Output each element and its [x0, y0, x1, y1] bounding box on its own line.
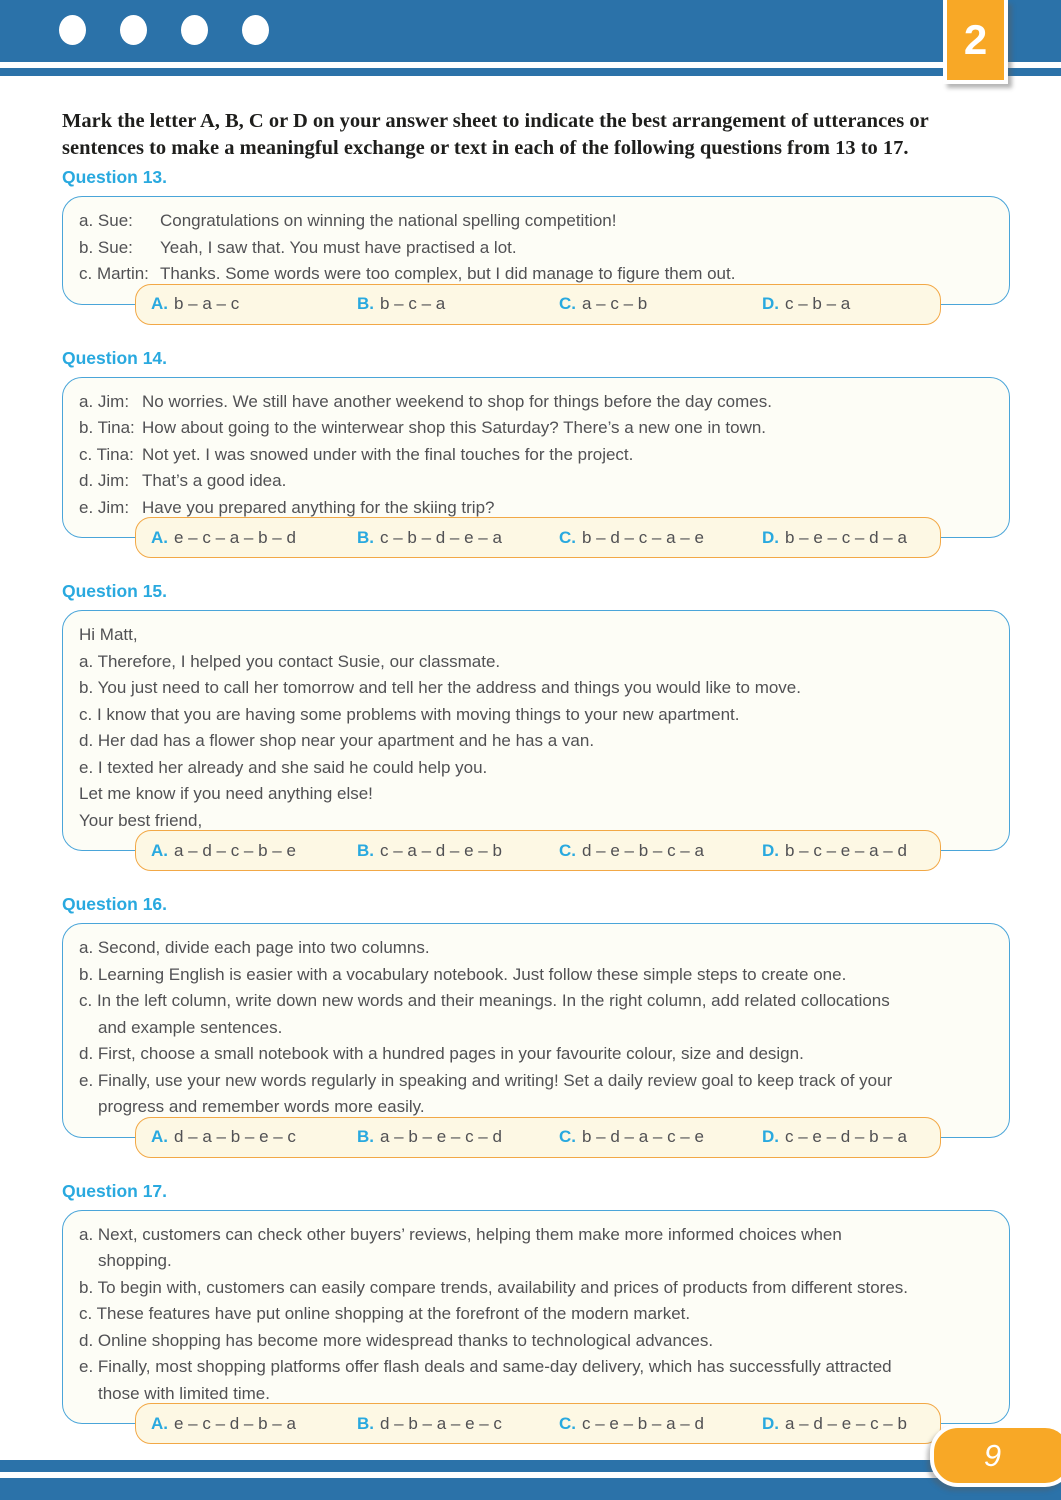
answer-option — [762, 528, 940, 548]
speaker-label: a. Sue: — [79, 211, 133, 230]
utterance-text: Thanks. Some words were too complex, but I did manage to figure them out. — [160, 264, 736, 283]
question-box — [62, 377, 1010, 539]
question-line — [79, 442, 993, 469]
question-line: and example sentences. — [98, 1017, 283, 1037]
option-text: b – e – c – d – a — [785, 527, 907, 547]
speaker-label: a. Jim: — [79, 391, 130, 411]
speaker-label: b. Tina: — [79, 418, 135, 437]
question-block — [62, 895, 1010, 1158]
answer-options-strip — [135, 1403, 941, 1444]
option-text: b – d – c – a – e — [582, 527, 704, 547]
question-line: those with limited time. — [98, 1383, 270, 1403]
speaker-label: c. Martin: — [79, 264, 149, 283]
page-number-tab — [930, 1424, 1061, 1487]
utterance-text: Have you prepared anything for the skiing trip? — [142, 497, 495, 517]
question-lines — [79, 1222, 993, 1408]
question-block — [62, 168, 1010, 325]
answer-option — [762, 1414, 940, 1434]
option-letter: C. — [559, 294, 576, 313]
question-line — [79, 468, 993, 495]
answer-option — [559, 1127, 762, 1147]
dot-icon — [120, 15, 147, 45]
question-lines — [79, 935, 993, 1121]
answer-option — [559, 1414, 762, 1434]
answer-option — [762, 841, 940, 861]
answer-option — [151, 1414, 357, 1434]
header-dots — [59, 15, 269, 45]
option-text: b – c – e – a – d — [785, 840, 907, 860]
question-line: c. In the left column, write down new words and their meanings. In the right column, add related collocations — [79, 991, 890, 1010]
question-box — [62, 923, 1010, 1138]
speaker-label: c. Tina: — [79, 444, 134, 464]
utterance-text: No worries. We still have another weekend to shop for things before the day comes. — [142, 391, 772, 411]
answer-options-strip — [135, 284, 941, 325]
question-line: Your best friend, — [79, 810, 203, 830]
option-text: c – a – d – e – b — [380, 840, 502, 860]
utterance-text: Not yet. I was snowed under with the final touches for the project. — [142, 444, 634, 464]
question-block — [62, 582, 1010, 871]
option-letter: B. — [357, 1413, 374, 1433]
option-letter: D. — [762, 1413, 779, 1433]
option-text: c – e – b – a – d — [582, 1413, 704, 1433]
option-text: d – a – b – e – c — [174, 1127, 296, 1146]
option-letter: A. — [151, 294, 168, 313]
answer-option — [151, 528, 357, 548]
page-content — [62, 108, 1010, 1444]
answer-options-strip — [135, 1117, 941, 1158]
question-line: Hi Matt, — [79, 625, 138, 644]
question-line: b. Learning English is easier with a vocabulary notebook. Just follow these simple steps to create one. — [79, 964, 847, 984]
question-line: c. These features have put online shopping at the forefront of the modern market. — [79, 1304, 691, 1323]
option-letter: A. — [151, 840, 168, 860]
answer-option — [762, 294, 940, 314]
option-letter: C. — [559, 1127, 576, 1146]
question-line: progress and remember words more easily. — [98, 1097, 425, 1116]
answer-option — [559, 294, 762, 314]
option-text: d – e – b – c – a — [582, 840, 704, 860]
question-line — [79, 235, 993, 262]
question-line: c. I know that you are having some problems with moving things to your new apartment. — [79, 704, 740, 724]
questions-list — [62, 168, 1010, 1444]
question-line: d. Her dad has a flower shop near your apartment and he has a van. — [79, 731, 595, 750]
question-line: a. Second, divide each page into two columns. — [79, 938, 430, 957]
option-text: c – b – d – e – a — [380, 527, 502, 547]
question-line: a. Next, customers can check other buyers’ reviews, helping them make more informed choices when — [79, 1224, 842, 1244]
speaker-label: e. Jim: — [79, 497, 130, 517]
option-text: e – c – d – b – a — [174, 1413, 296, 1433]
option-text: c – e – d – b – a — [785, 1127, 907, 1146]
option-letter: C. — [559, 527, 576, 547]
question-line: e. Finally, most shopping platforms offer flash deals and same-day delivery, which has successfully attracted — [79, 1357, 892, 1376]
question-line: b. You just need to call her tomorrow and tell her the address and things you would like to move. — [79, 678, 801, 697]
option-letter: B. — [357, 1127, 374, 1146]
utterance-text: How about going to the winterwear shop this Saturday? There’s a new one in town. — [142, 418, 767, 437]
footer-accent-bar — [0, 1460, 1061, 1472]
question-line: d. Online shopping has become more widespread thanks to technological advances. — [79, 1330, 714, 1350]
question-block — [62, 349, 1010, 559]
header-accent-bar — [0, 68, 1061, 76]
unit-number: 2 — [963, 16, 988, 63]
answer-option — [151, 841, 357, 861]
question-box — [62, 1210, 1010, 1425]
question-label: Question 16. — [62, 894, 168, 914]
option-letter: A. — [151, 1127, 168, 1146]
question-label: Question 14. — [62, 347, 168, 368]
option-letter: B. — [357, 527, 374, 547]
utterance-text: Yeah, I saw that. You must have practised a lot. — [160, 237, 517, 257]
speaker-label: b. Sue: — [79, 237, 133, 257]
option-text: e – c – a – b – d — [174, 527, 296, 547]
unit-number-tab — [943, 0, 1008, 84]
question-line: e. I texted her already and she said he could help you. — [79, 757, 488, 777]
dot-icon — [181, 15, 208, 45]
question-line: a. Therefore, I helped you contact Susie, our classmate. — [79, 651, 501, 671]
question-line: b. To begin with, customers can easily compare trends, availability and prices of products from different stores. — [79, 1277, 908, 1297]
option-text: d – b – a – e – c — [380, 1413, 502, 1433]
question-lines — [79, 622, 993, 834]
question-line — [79, 389, 993, 416]
answer-option — [559, 841, 762, 861]
answer-option — [559, 528, 762, 548]
option-letter: C. — [559, 1413, 576, 1433]
question-lines — [79, 389, 993, 522]
speaker-label: d. Jim: — [79, 471, 130, 490]
option-text: b – a – c — [174, 294, 240, 313]
answer-options-strip — [135, 517, 941, 558]
question-line: shopping. — [98, 1251, 172, 1270]
question-lines — [79, 208, 993, 288]
option-text: b – c – a — [380, 294, 446, 313]
question-label: Question 13. — [62, 167, 168, 187]
option-letter: C. — [559, 840, 576, 860]
answer-option — [357, 528, 559, 548]
question-box — [62, 610, 1010, 851]
question-line: e. Finally, use your new words regularly in speaking and writing! Set a daily review goal to keep track of your — [79, 1070, 893, 1090]
option-text: a – d – c – b – e — [174, 840, 296, 860]
page-number: 9 — [983, 1438, 1002, 1473]
option-letter: D. — [762, 840, 779, 860]
utterance-text: Congratulations on winning the national spelling competition! — [160, 211, 617, 230]
option-letter: D. — [762, 527, 779, 547]
option-text: a – d – e – c – b — [785, 1413, 907, 1433]
footer-bar — [0, 1478, 1061, 1500]
answer-option — [762, 1127, 940, 1147]
option-letter: B. — [357, 840, 374, 860]
option-letter: A. — [151, 527, 168, 547]
option-letter: D. — [762, 1127, 779, 1146]
option-letter: D. — [762, 294, 779, 313]
instruction-text: Mark the letter A, B, C or D on your answer sheet to indicate the best arrangement of utterances or sentences to make a meaningful exchange or text in each of the following questions from 13 to 17. — [62, 110, 929, 159]
header-bar — [0, 0, 1061, 62]
question-line — [79, 208, 993, 235]
dot-icon — [242, 15, 269, 45]
answer-option — [357, 1414, 559, 1434]
dot-icon — [59, 15, 86, 45]
option-text: b – d – a – c – e — [582, 1127, 704, 1146]
answer-option — [151, 294, 357, 314]
answer-option — [151, 1127, 357, 1147]
question-line: d. First, choose a small notebook with a hundred pages in your favourite colour, size and design. — [79, 1044, 804, 1063]
question-line: Let me know if you need anything else! — [79, 784, 373, 803]
answer-option — [357, 294, 559, 314]
option-letter: A. — [151, 1413, 168, 1433]
question-label: Question 15. — [62, 581, 168, 601]
utterance-text: That’s a good idea. — [142, 471, 287, 490]
option-text: a – c – b — [582, 294, 648, 313]
answer-option — [357, 1127, 559, 1147]
question-line — [79, 415, 993, 442]
question-block — [62, 1182, 1010, 1445]
question-label: Question 17. — [62, 1180, 168, 1201]
answer-options-strip — [135, 830, 941, 871]
option-text: c – b – a — [785, 294, 851, 313]
option-letter: B. — [357, 294, 374, 313]
option-text: a – b – e – c – d — [380, 1127, 502, 1146]
answer-option — [357, 841, 559, 861]
